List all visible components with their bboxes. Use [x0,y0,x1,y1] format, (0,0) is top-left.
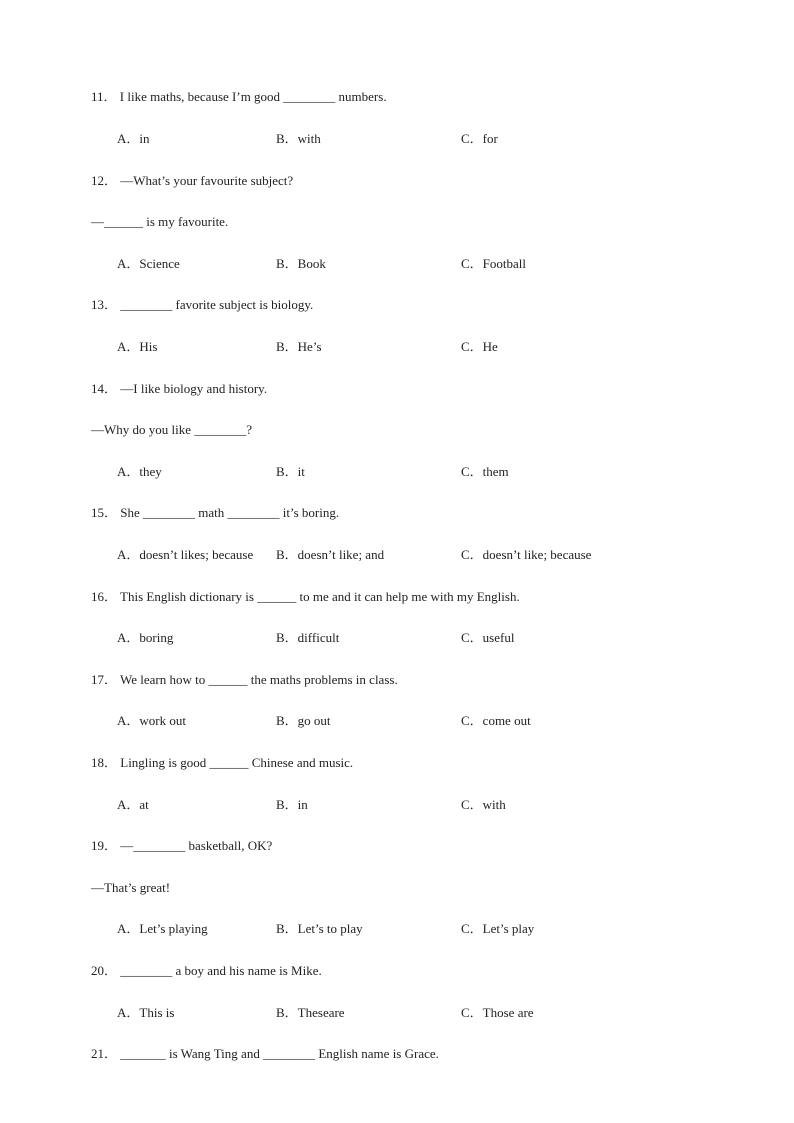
question-11-option-b: B．with [276,131,321,146]
question-19-stem-line-2: —That’s great! [91,880,171,895]
question-19-option-c: C．Let’s play [461,921,535,936]
question-14-option-b: B．it [276,464,305,479]
question-19-option-b: B．Let’s to play [276,921,363,936]
question-15-option-a: A．doesn’t likes; because [117,547,254,562]
question-12-option-c: C．Football [461,256,527,271]
question-11-option-c: C．for [461,131,498,146]
question-20-stem: 20． ________ a boy and his name is Mike. [91,963,322,978]
question-21-stem: 21． _______ is Wang Ting and ________ English name is Grace. [91,1046,439,1061]
question-13-option-b: B．He’s [276,339,322,354]
question-15-option-b: B．doesn’t like; and [276,547,385,562]
question-20-option-c: C．Those are [461,1005,534,1020]
question-17-stem: 17． We learn how to ______ the maths problems in class. [91,672,398,687]
question-18-stem: 18． Lingling is good ______ Chinese and music. [91,755,354,770]
question-20-option-b: B．Theseare [276,1005,345,1020]
question-11-option-a: A．in [117,131,150,146]
question-19-option-a: A．Let’s playing [117,921,208,936]
question-16-option-c: C．useful [461,630,515,645]
question-13-option-c: C．He [461,339,498,354]
question-18-option-b: B．in [276,797,308,812]
question-16-option-b: B．difficult [276,630,340,645]
question-16-stem: 16． This English dictionary is ______ to me and it can help me with my English. [91,589,520,604]
question-12-option-b: B．Book [276,256,326,271]
question-20-option-a: A．This is [117,1005,175,1020]
question-15-stem: 15． She ________ math ________ it’s boring. [91,505,340,520]
question-19-stem: 19． —________ basketball, OK? [91,838,273,853]
question-17-option-b: B．go out [276,713,331,728]
question-14-option-a: A．they [117,464,162,479]
question-17-option-a: A．work out [117,713,186,728]
question-13-option-a: A．His [117,339,158,354]
question-15-option-c: C．doesn’t like; because [461,547,592,562]
question-14-stem: 14． —I like biology and history. [91,381,268,396]
question-12-option-a: A．Science [117,256,180,271]
question-17-option-c: C．come out [461,713,531,728]
question-13-stem: 13． ________ favorite subject is biology. [91,297,314,312]
question-16-option-a: A．boring [117,630,174,645]
question-18-option-c: C．with [461,797,506,812]
question-14-stem-line-2: —Why do you like ________? [91,422,253,437]
question-11-stem: 11． I like maths, because I’m good ________ numbers. [91,89,387,104]
question-14-option-c: C．them [461,464,509,479]
question-18-option-a: A．at [117,797,149,812]
question-12-stem: 12． —What’s your favourite subject? [91,173,294,188]
question-12-stem-line-2: —______ is my favourite. [91,214,229,229]
